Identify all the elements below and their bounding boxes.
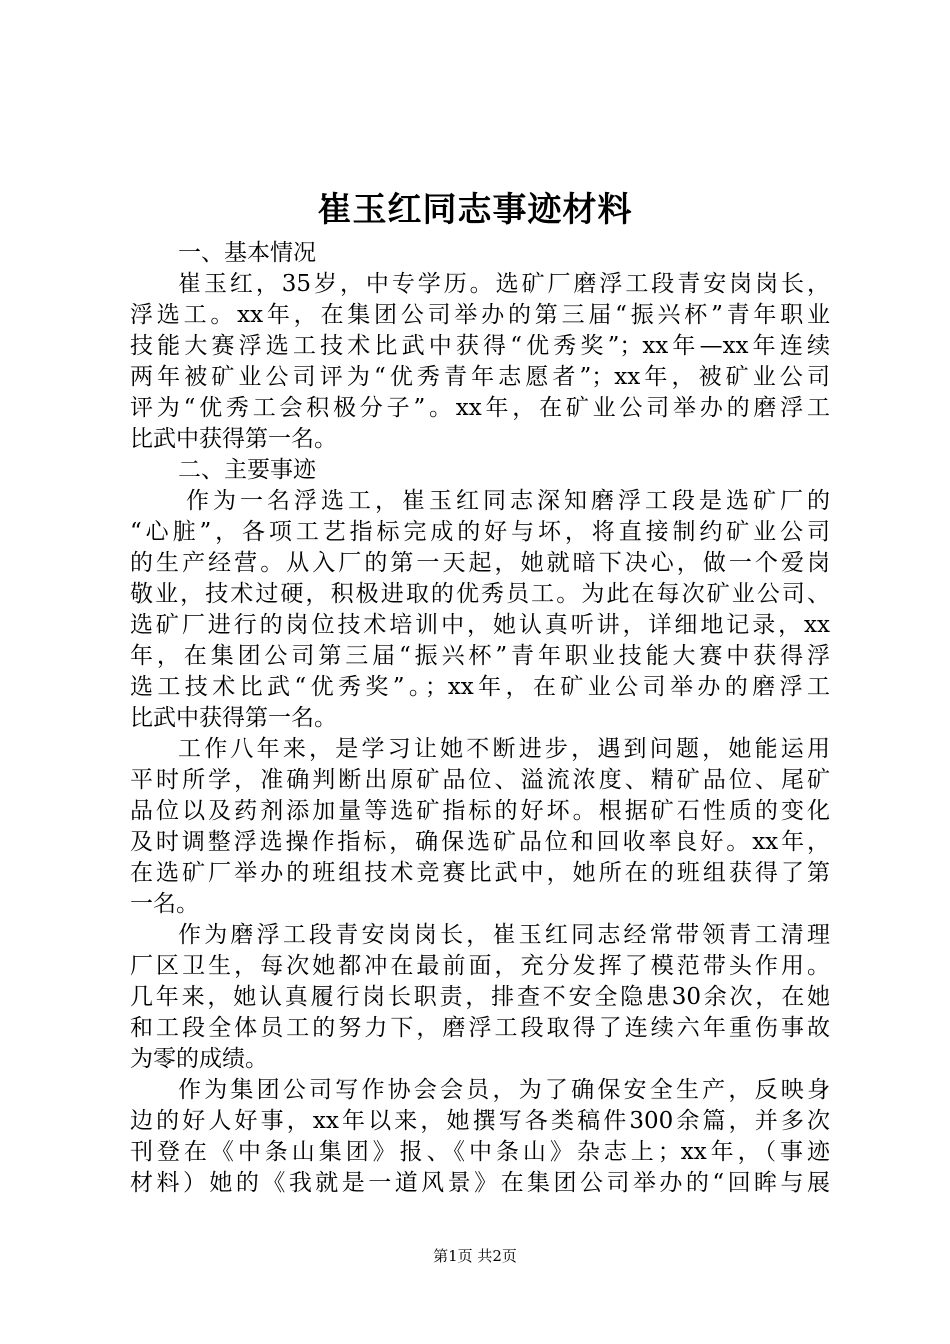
paragraph-line: 敬业，技术过硬，积极进取的优秀员工。为此在每次矿业公司、	[130, 581, 830, 607]
paragraph-line: 的生产经营。从入厂的第一天起，她就暗下决心，做一个爱岗	[130, 550, 830, 576]
section-heading-basic-info: 一、基本情况	[178, 240, 316, 266]
paragraph-line: 平时所学，准确判断出原矿品位、溢流浓度、精矿品位、尾矿	[130, 767, 830, 793]
paragraph-line: 几年来，她认真履行岗长职责，排查不安全隐患30余次，在她	[130, 984, 830, 1010]
paragraph-line: 年，在集团公司第三届“振兴杯”青年职业技能大赛中获得浮	[130, 643, 830, 669]
paragraph-line: 工作八年来，是学习让她不断进步，遇到问题，她能运用	[178, 736, 830, 762]
paragraph-line: 选矿厂进行的岗位技术培训中，她认真听讲，详细地记录，xx	[130, 612, 830, 638]
document-title: 崔玉红同志事迹材料	[317, 190, 633, 230]
paragraph-line: 厂区卫生，每次她都冲在最前面，充分发挥了模范带头作用。	[130, 953, 830, 979]
paragraph-line: 崔玉红，35岁，中专学历。选矿厂磨浮工段青安岗岗长，	[178, 271, 830, 297]
paragraph-line: “心脏”，各项工艺指标完成的好与坏，将直接制约矿业公司	[130, 519, 830, 545]
paragraph-line: 浮选工。xx年，在集团公司举办的第三届“振兴杯”青年职业	[130, 302, 830, 328]
paragraph-line: 边的好人好事，xx年以来，她撰写各类稿件300余篇，并多次	[130, 1108, 830, 1134]
paragraph-line: 两年被矿业公司评为“优秀青年志愿者”；xx年，被矿业公司	[130, 364, 830, 390]
paragraph-line: 技能大赛浮选工技术比武中获得“优秀奖”；xx年—xx年连续	[130, 333, 830, 359]
paragraph-line: 材料）她的《我就是一道风景》在集团公司举办的“回眸与展	[130, 1170, 830, 1196]
paragraph-line: 为零的成绩。	[130, 1046, 268, 1072]
paragraph-line: 评为“优秀工会积极分子”。xx年，在矿业公司举办的磨浮工	[130, 395, 830, 421]
paragraph-line: 和工段全体员工的努力下，磨浮工段取得了连续六年重伤事故	[130, 1015, 830, 1041]
paragraph-line: 品位以及药剂添加量等选矿指标的好坏。根据矿石性质的变化	[130, 798, 830, 824]
paragraph-line: 一名。	[130, 891, 199, 917]
paragraph-line: 刊登在《中条山集团》报、《中条山》杂志上；xx年，（事迹	[130, 1139, 830, 1165]
paragraph-line: 比武中获得第一名。	[130, 705, 337, 731]
section-heading-main-deeds: 二、主要事迹	[178, 457, 316, 483]
paragraph-line: 及时调整浮选操作指标，确保选矿品位和回收率良好。xx年，	[130, 829, 830, 855]
paragraph-line: 在选矿厂举办的班组技术竞赛比武中，她所在的班组获得了第	[130, 860, 830, 886]
paragraph-line: 作为集团公司写作协会会员，为了确保安全生产，反映身	[178, 1077, 830, 1103]
paragraph-line: 作为磨浮工段青安岗岗长，崔玉红同志经常带领青工清理	[178, 922, 830, 948]
page-number-footer: 第1页 共2页	[433, 1247, 517, 1265]
paragraph-line: 选工技术比武“优秀奖”。；xx年，在矿业公司举办的磨浮工	[130, 674, 830, 700]
document-body	[130, 238, 830, 1199]
paragraph-line: 作为一名浮选工，崔玉红同志深知磨浮工段是选矿厂的	[186, 488, 830, 514]
paragraph-line: 比武中获得第一名。	[130, 426, 337, 452]
